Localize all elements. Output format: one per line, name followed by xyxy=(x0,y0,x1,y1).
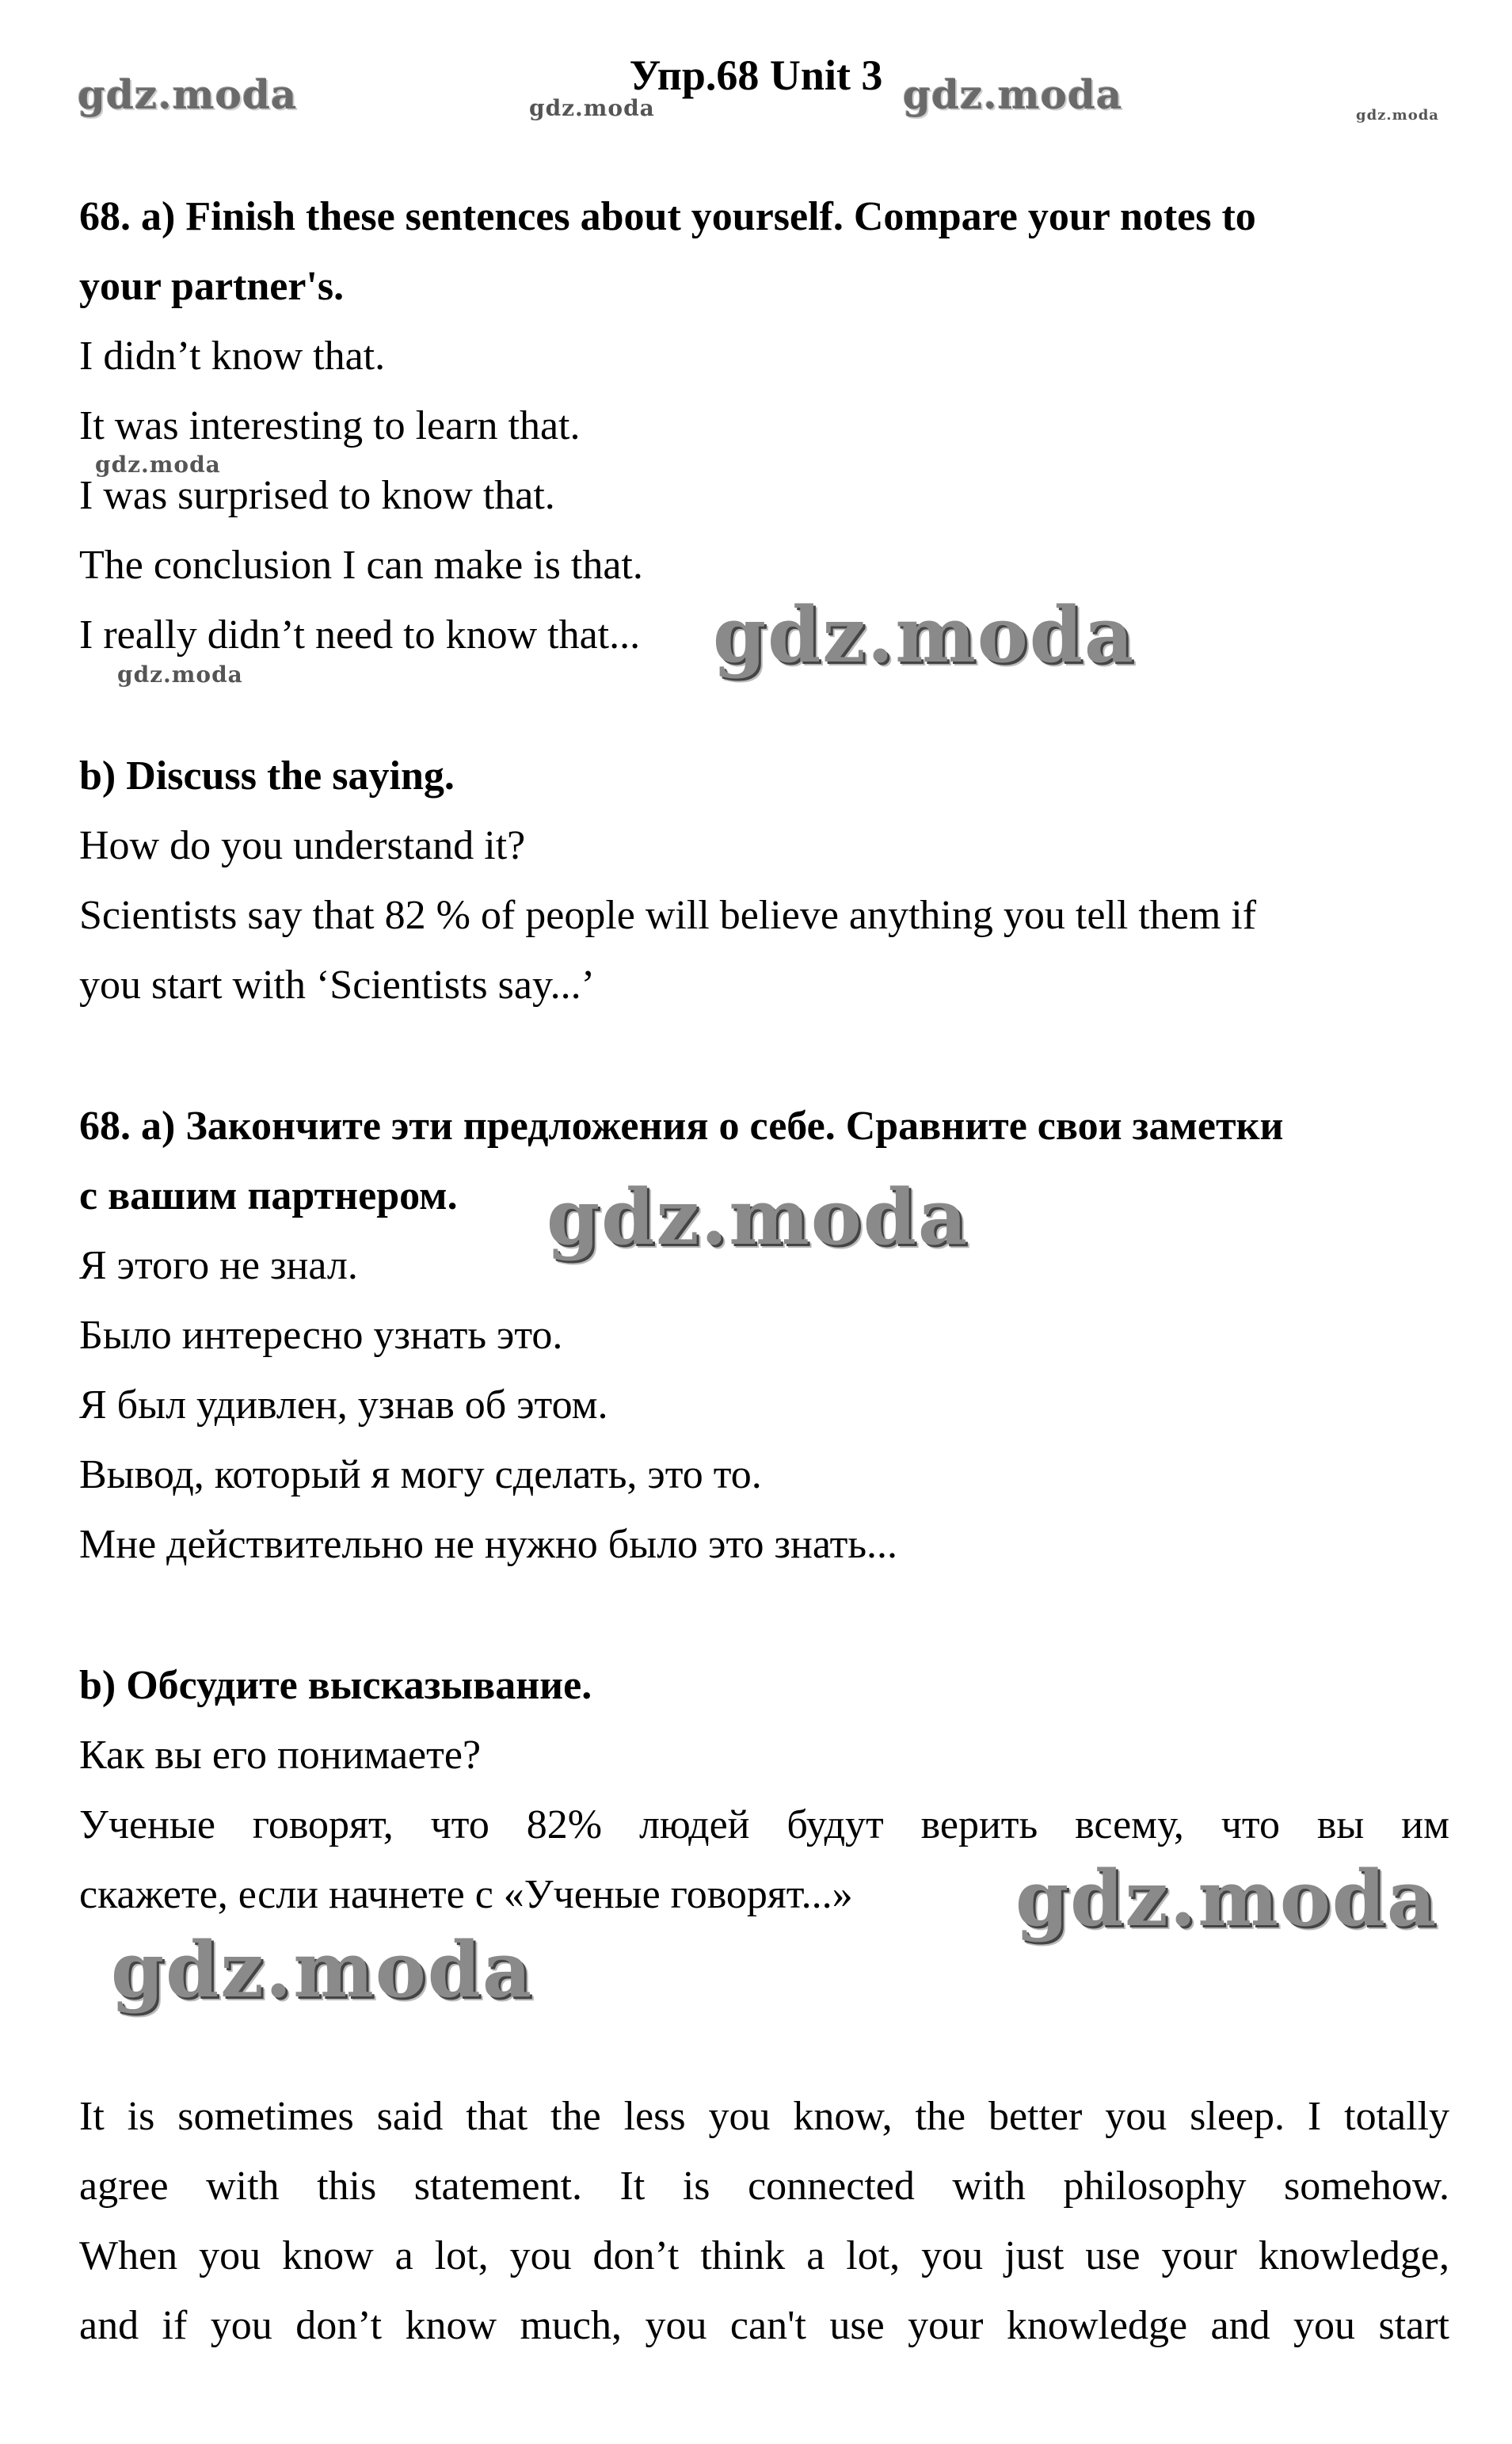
watermark: gdz.moda xyxy=(903,71,1123,118)
task-a-title-ru-cont: с вашим партнером. xyxy=(79,1173,458,1218)
task-b-title-en: b) Discuss the saying. xyxy=(79,753,455,799)
answer-line-3: When you know a lot, you don’t think a lot, you just use your knowledge, xyxy=(79,2233,1449,2278)
task-b-question-ru: Как вы его понимаете? xyxy=(79,1733,482,1778)
saying-en-line-1: Scientists say that 82 % of people will believe anything you tell them if xyxy=(79,893,1257,938)
sentence-ru-1: Я этого не знал. xyxy=(79,1243,358,1288)
saying-ru-line-1: Ученые говорят, что 82% людей будут верить всему, что вы им xyxy=(79,1802,1449,1847)
watermark: gdz.moda xyxy=(529,95,655,121)
watermark: gdz.moda xyxy=(117,662,243,688)
sentence-en-1: I didn’t know that. xyxy=(79,334,386,379)
page-title: Упр.68 Unit 3 xyxy=(629,51,883,99)
watermark: gdz.moda xyxy=(547,1172,969,1262)
watermark: gdz.moda xyxy=(78,71,298,118)
task-a-title-ru: 68. a) Закончите эти предложения о себе. Сравните свои заметки xyxy=(79,1104,1284,1149)
task-a-title-en: 68. a) Finish these sentences about yourself. Compare your notes to xyxy=(79,194,1256,239)
answer-line-2: agree with this statement. It is connected with philosophy somehow. xyxy=(79,2164,1449,2209)
task-a-title-en-cont: your partner's. xyxy=(79,264,345,309)
watermark: gdz.moda xyxy=(95,452,221,478)
watermark: gdz.moda xyxy=(111,1925,534,2015)
sentence-en-5: I really didn’t need to know that... xyxy=(79,612,641,658)
answer-line-1: It is sometimes said that the less you know, the better you sleep. I totally xyxy=(79,2094,1449,2139)
sentence-ru-3: Я был удивлен, узнав об этом. xyxy=(79,1382,608,1428)
sentence-en-3: I was surprised to know that. xyxy=(79,473,555,518)
watermark: gdz.moda xyxy=(1015,1854,1438,1943)
sentence-en-4: The conclusion I can make is that. xyxy=(79,543,643,588)
task-b-question-en: How do you understand it? xyxy=(79,823,526,868)
saying-en-line-2: you start with ‘Scientists say...’ xyxy=(79,963,595,1008)
saying-ru-line-2: скажете, если начнете с «Ученые говорят...» xyxy=(79,1872,853,1917)
watermark: gdz.moda xyxy=(713,590,1136,680)
answer-line-4: and if you don’t know much, you can't use your knowledge and you start xyxy=(79,2303,1449,2348)
sentence-ru-4: Вывод, который я могу сделать, это то. xyxy=(79,1452,762,1497)
watermark: gdz.moda xyxy=(1356,107,1439,124)
sentence-ru-2: Было интересно узнать это. xyxy=(79,1313,563,1358)
sentence-ru-5: Мне действительно не нужно было это знать... xyxy=(79,1522,898,1567)
task-b-title-ru: b) Обсудите высказывание. xyxy=(79,1663,592,1708)
sentence-en-2: It was interesting to learn that. xyxy=(79,403,581,448)
